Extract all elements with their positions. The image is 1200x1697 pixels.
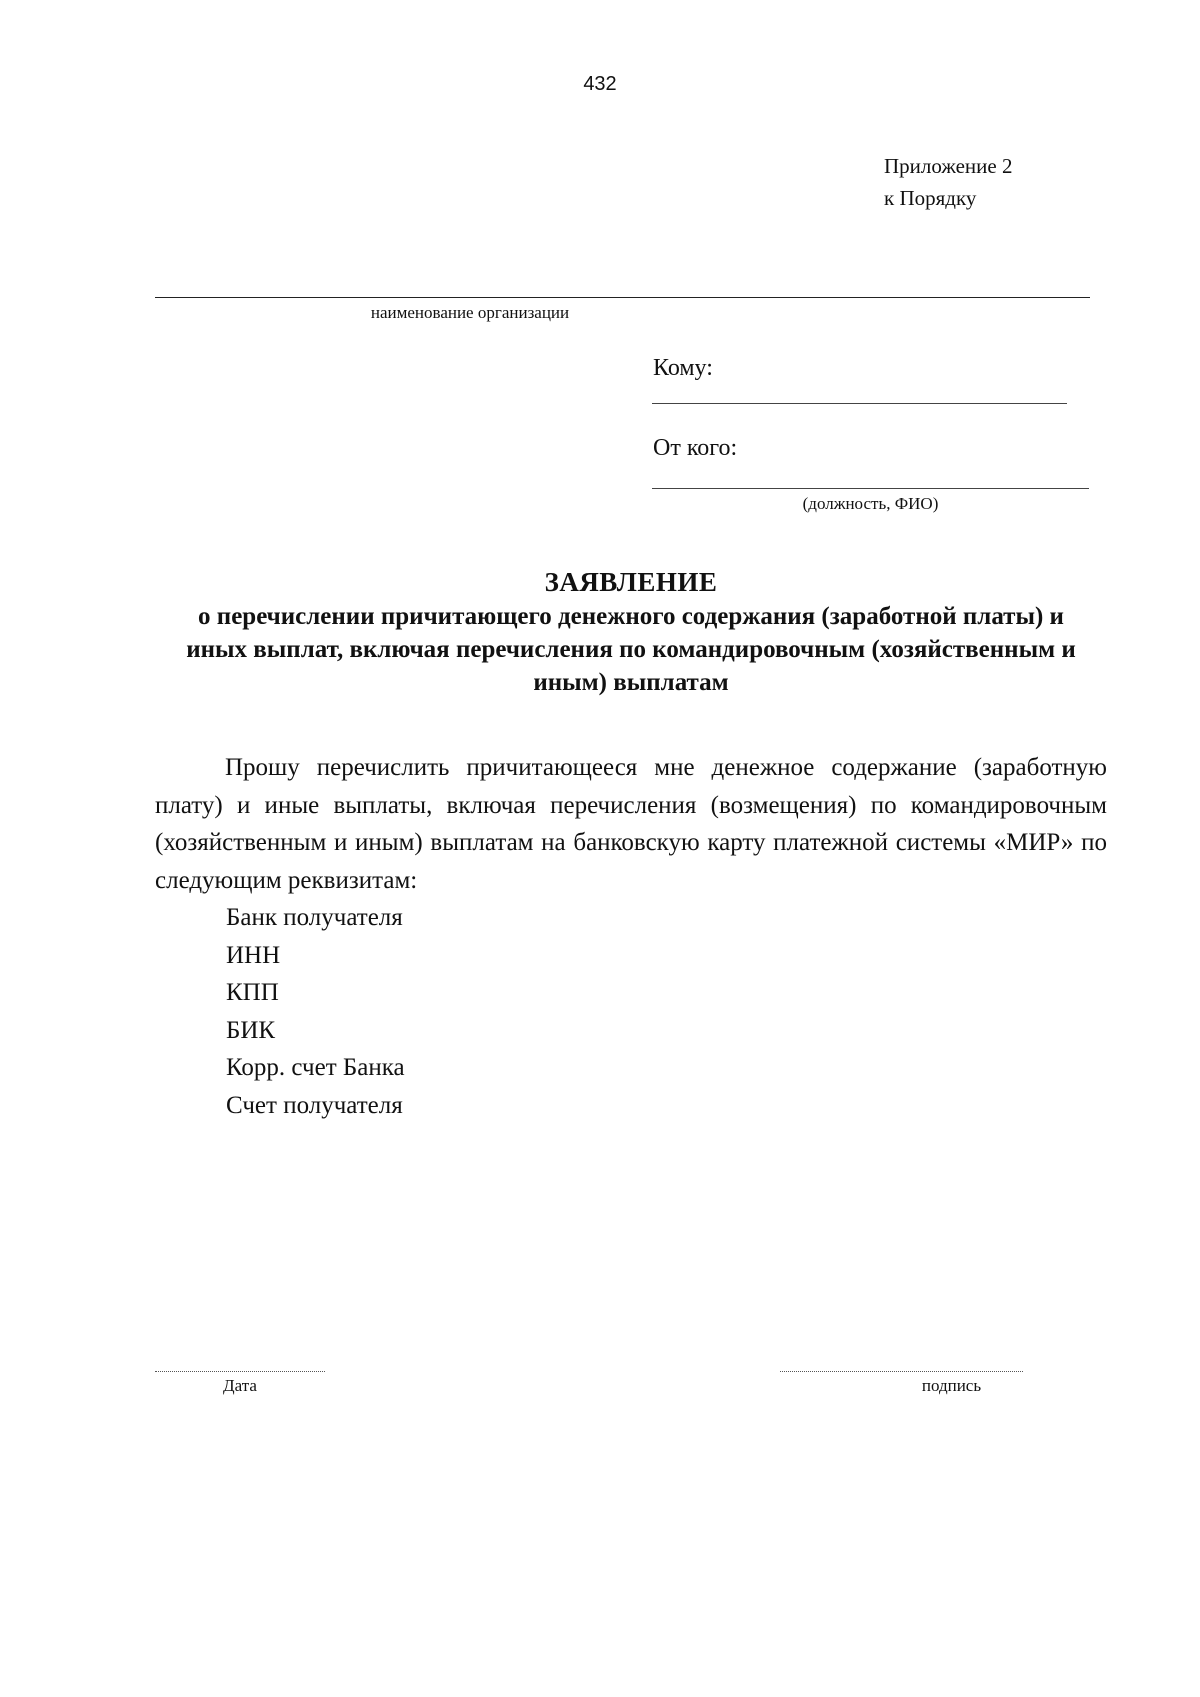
appendix-line-1: Приложение 2 [884, 154, 1013, 178]
signature-line [780, 1371, 1023, 1372]
organization-name-line [155, 297, 1090, 298]
requisite-inn: ИНН [226, 941, 281, 969]
document-subtitle: о перечислении причитающего денежного содержания (заработной платы) и иных выплат, включая перечисления по командировочным (хозяйственным и иным) выплатам [186, 603, 1076, 696]
requisite-recipient-account: Счет получателя [226, 1091, 403, 1119]
date-line [155, 1371, 325, 1372]
document-title: ЗАЯВЛЕНИЕ [544, 567, 718, 597]
from-label: От кого: [653, 435, 738, 461]
requisite-bik: БИК [226, 1016, 276, 1044]
signature-caption: подпись [921, 1376, 982, 1395]
from-field-line [652, 488, 1089, 489]
requisite-bank: Банк получателя [226, 904, 403, 931]
date-caption: Дата [223, 1376, 257, 1395]
to-field-line [652, 403, 1067, 404]
organization-name-caption: наименование организации [370, 303, 570, 322]
from-field-caption: (должность, ФИО) [802, 494, 939, 513]
appendix-line-2: к Порядку [884, 186, 977, 210]
requisites-list [226, 899, 405, 1124]
requisite-corr-account: Корр. счет Банка [226, 1054, 405, 1081]
requisite-kpp: КПП [226, 979, 279, 1006]
request-paragraph: Прошу перечислить причитающееся мне денежное содержание (заработную плату) и иные выплаты, включая перечисления (возмещения) по командировочным (хозяйственным и иным) выплатам на банковскую карту платежной системы «МИР» по следующим реквизитам: [155, 754, 1107, 894]
page-number: 432 [583, 73, 617, 95]
appendix-reference [884, 150, 1012, 214]
to-label: Кому: [653, 355, 713, 381]
